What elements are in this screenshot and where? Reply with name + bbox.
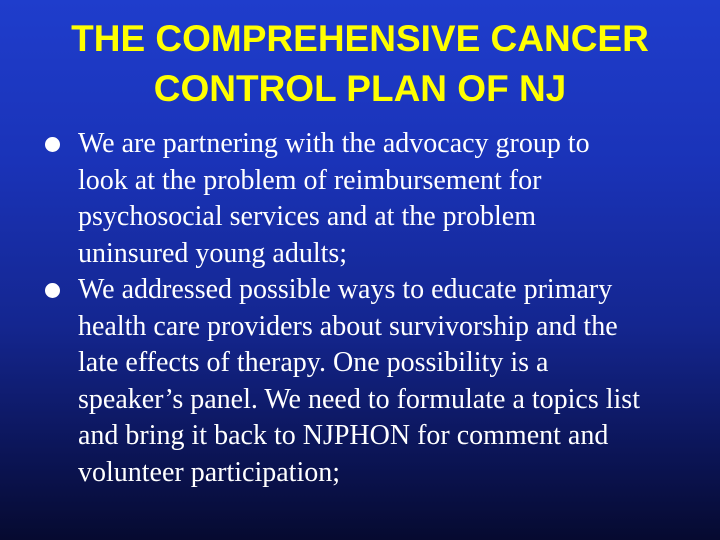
bullet-item-education	[0, 272, 720, 491]
bullet-line: We addressed possible ways to educate primary	[78, 274, 613, 305]
bullet-line: look at the problem of reimbursement for	[78, 164, 542, 196]
bullet-line: psychosocial services and at the problem	[78, 201, 536, 232]
slide-title	[20, 14, 700, 114]
bullet-item-partnering	[0, 126, 720, 272]
bullet-list	[0, 126, 720, 491]
bullet-line: uninsured young adults;	[78, 237, 348, 269]
bullet-line: health care providers about survivorship and the	[78, 310, 618, 342]
bullet-line: volunteer participation;	[78, 456, 341, 488]
bullet-line: and bring it back to NJPHON for comment and	[78, 420, 609, 451]
bullet-icon	[45, 283, 60, 298]
bullet-icon	[45, 137, 60, 152]
slide-title-line: THE COMPREHENSIVE CANCER	[71, 18, 649, 59]
bullet-line: We are partnering with the advocacy group to	[78, 128, 590, 159]
slide-title-line: CONTROL PLAN OF NJ	[153, 68, 567, 109]
bullet-line: speaker’s panel. We need to formulate a topics list	[78, 383, 640, 415]
bullet-line: late effects of therapy. One possibility is a	[78, 347, 549, 378]
